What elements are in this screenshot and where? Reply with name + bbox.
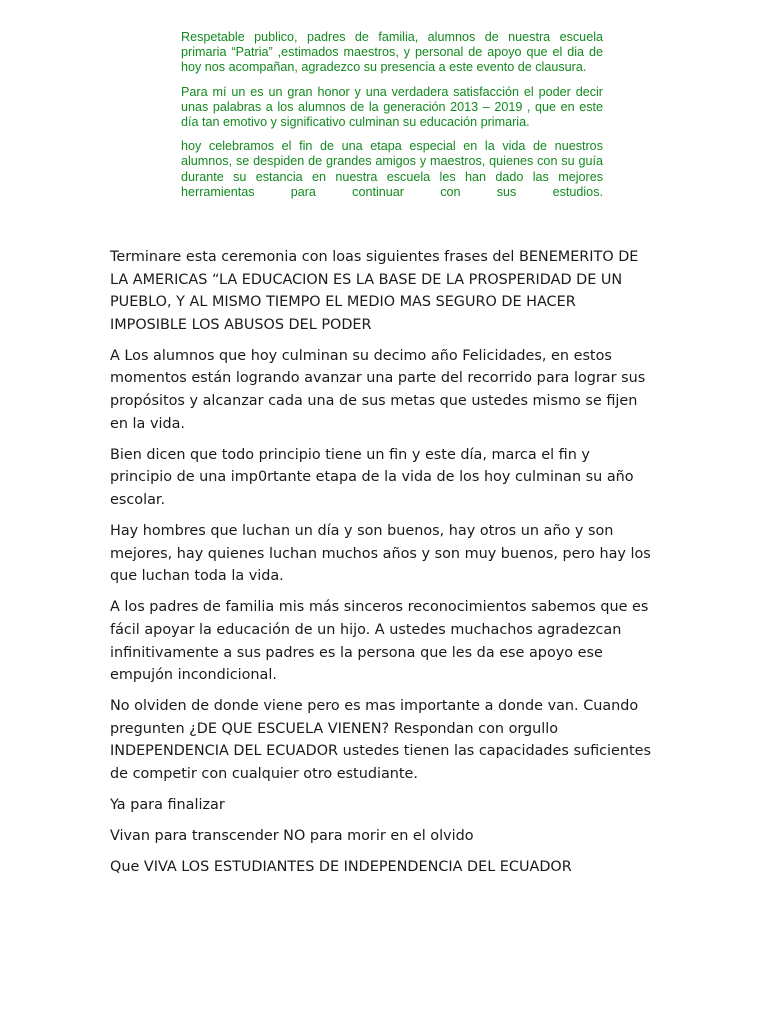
speech-body [110,246,655,887]
paragraph-quote: Terminare esta ceremonia con loas siguientes frases del BENEMERITO DE LA AMERICAS “LA EDUCACION ES LA BASE DE LA PROSPERIDAD DE UN PUEBLO, Y AL MISMO TIEMPO EL MEDIO MAS SEGURO DE HACER IMPOSIBLE LOS ABUSOS DEL PODER [110,249,639,333]
intro-paragraph-1: Respetable publico, padres de familia, alumnos de nuestra escuela primaria “Patria” ,estimados maestros, y personal de apoyo que el dia de hoy nos acompañan, agradezco su presencia a este evento de clausura. [181,30,603,75]
paragraph-beginning-end: Bien dicen que todo principio tiene un fin y este día, marca el fin y principio de una imp0rtante etapa de la vida de los hoy culminan su año escolar. [110,446,634,508]
intro-paragraph-3: hoy celebramos el fin de una etapa especial en la vida de nuestros alumnos, se despiden de grandes amigos y maestros, quienes con su guía durante su estancia en nuestra escuela les han dado las mejores herramientas para continuar con sus estudios. [181,139,603,199]
paragraph-cheer: Que VIVA LOS ESTUDIANTES DE INDEPENDENCIA DEL ECUADOR [110,859,572,876]
paragraph-fighters: Hay hombres que luchan un día y son buenos, hay otros un año y son mejores, hay quienes luchan muchos años y son muy buenos, pero hay los que luchan toda la vida. [110,523,651,585]
paragraph-finalize: Ya para finalizar [110,797,225,814]
paragraph-congratulations: A Los alumnos que hoy culminan su decimo año Felicidades, en estos momentos están logrando avanzar una parte del recorrido para lograr sus propósitos y alcanzar cada una de sus metas que ustedes mismo se fijen en la vida. [110,347,646,432]
paragraph-transcend: Vivan para transcender NO para morir en el olvido [110,828,474,845]
intro-paragraph-2: Para mí un es un gran honor y una verdadera satisfacción el poder decir unas palabras a los alumnos de la generación 2013 – 2019 , que en este día tan emotivo y significativo culminan su educación primaria. [181,84,603,130]
intro-green-block [181,30,603,209]
paragraph-parents: A los padres de familia mis más sinceros reconocimientos sabemos que es fácil apoyar la educación de un hijo. A ustedes muchachos agradezcan infinitivamente a sus padres es la persona que les da ese apoyo ese empujón incondicional. [110,599,649,684]
paragraph-school-pride: No olviden de donde viene pero es mas importante a donde van. Cuando pregunten ¿DE QUE ESCUELA VIENEN? Respondan con orgullo INDEPENDENCIA DEL ECUADOR ustedes tienen las capacidades suficientes de competir con cualquier otro estudiante. [110,698,652,782]
